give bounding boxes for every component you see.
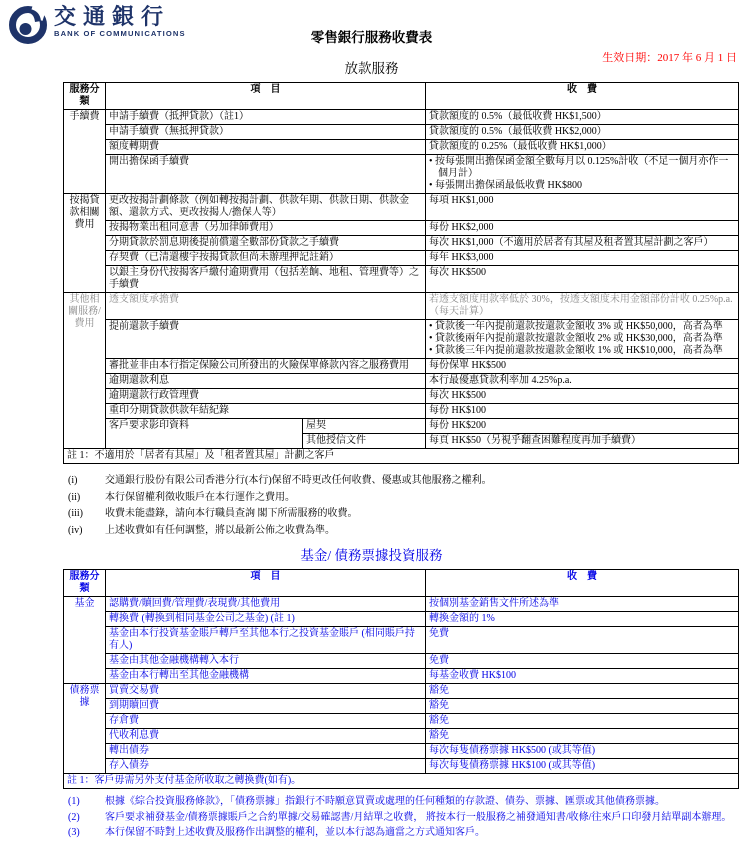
note-number: (2) (68, 811, 80, 823)
service-item-cell: 存倉費 (106, 714, 426, 729)
column-header-item: 項 目 (106, 570, 426, 597)
service-item-cell: 代收利息費 (106, 729, 426, 744)
service-fee-cell: 若透支額度用款率低於 30%，按透支額度未用金額部份計收 0.25%p.a.（每天計算） (426, 293, 739, 320)
note-number: (ii) (68, 491, 81, 503)
table-row (64, 125, 739, 140)
service-item-cell: 審批並非由本行指定保險公司所發出的火險保單條款內容之服務費用 (106, 359, 426, 374)
service-fee-cell: 每次每隻債務票據 HK$100 (或其等值) (426, 759, 739, 774)
effective-date: 生效日期：2017 年 6 月 1 日 (602, 52, 737, 64)
service-item-cell: 分期貸款於罰息期後提前償還全數部份貸款之手續費 (106, 236, 426, 251)
bank-name-cn: 交通銀行 (54, 4, 171, 29)
table-header-row (64, 83, 739, 110)
table-row (64, 759, 739, 774)
note-text: 根據《綜合投資服務條款》，「債務票據」指銀行不時願意買賣或處理的任何種類的存款證、債券、票據、匯票或其他債務票據。 (105, 796, 665, 807)
service-item-cell: 逾期還款行政管理費 (106, 389, 426, 404)
loan-services-table (63, 82, 739, 464)
table-row (64, 251, 739, 266)
note-line (68, 825, 743, 841)
service-fee-cell: 貸款額度的 0.25%（最低收費 HK$1,000） (426, 140, 739, 155)
service-category-cell: 基金 (64, 597, 106, 684)
note-line (68, 523, 743, 540)
table-row (64, 389, 739, 404)
service-category-cell: 按揭貸款相關費用 (64, 194, 106, 293)
service-fee-cell: 豁免 (426, 729, 739, 744)
service-fee-cell: 免費 (426, 627, 739, 654)
table-row (64, 194, 739, 221)
service-item-cell: 申請手續費（無抵押貸款） (106, 125, 426, 140)
table-header-row (64, 570, 739, 597)
table-row (64, 729, 739, 744)
table-row (64, 110, 739, 125)
service-item-cell: 基金由其他金融機構轉入本行 (106, 654, 426, 669)
note-text: 上述收費如有任何調整，將以最新公佈之收費為準。 (105, 524, 335, 536)
note-text: 交通銀行股份有限公司香港分行(本行)保留不時更改任何收費、優惠或其他服務之權利。 (105, 475, 492, 486)
note-text: 收費未能盡錄，請向本行職員查詢 閣下所需服務的收費。 (105, 508, 358, 519)
service-item-cell: 透支額度承擔費 (106, 293, 426, 320)
table-footnote: 註 1：客戶毋需另外支付基金所收取之轉換費(如有)。 (64, 774, 739, 789)
service-subitem-cell: 其他授信文件 (303, 434, 426, 449)
investment-notes-list (68, 794, 743, 841)
fee-bullet: • 貸款後兩年內提前還款按還款金額收 2% 或 HK$30,000，高者為準 (429, 333, 723, 344)
column-header-fee: 收 費 (426, 570, 739, 597)
service-fee-cell: 豁免 (426, 714, 739, 729)
table-row (64, 669, 739, 684)
service-fee-cell: 每份 HK$2,000 (426, 221, 739, 236)
table-row (64, 684, 739, 699)
service-fee-cell: 每項 HK$1,000 (426, 194, 739, 221)
table-row (64, 699, 739, 714)
page-title: 零售銀行服務收費表 (310, 30, 433, 45)
column-header-item: 項 目 (106, 83, 426, 110)
service-item-cell: 認購費/贖回費/管理費/表現費/其他費用 (106, 597, 426, 612)
table-row (64, 374, 739, 389)
service-category-cell: 其他相關服務/費用 (64, 293, 106, 449)
service-item-cell: 存契費（已清還樓宇按揭貸款但尚未辦理押記註銷） (106, 251, 426, 266)
table-row (64, 293, 739, 320)
table-row (64, 140, 739, 155)
service-item-cell: 轉出債券 (106, 744, 426, 759)
service-item-cell: 基金由本行投資基金賬戶轉戶至其他本行之投資基金賬戶 (相同賬戶持有人) (106, 627, 426, 654)
service-fee-cell: 本行最優惠貸款利率加 4.25%p.a. (426, 374, 739, 389)
service-item-cell: 以銀主身份代按揭客戶繳付逾期費用（包括差餉、地租、管理費等）之手續費 (106, 266, 426, 293)
column-header-fee: 收 費 (426, 83, 739, 110)
note-text: 本行保留權利徵收賬戶在本行運作之費用。 (105, 491, 295, 503)
fee-bullet: • 每張開出擔保函最低收費 HK$800 (429, 180, 582, 191)
investment-section-title: 基金/ 債務票據投資服務 (300, 548, 443, 563)
service-item-cell: 存入債券 (106, 759, 426, 774)
loan-section-title: 放款服務 (344, 61, 399, 76)
table-row (64, 359, 739, 374)
service-item-cell: 買賣交易費 (106, 684, 426, 699)
table-footnote-row (64, 449, 739, 464)
service-item-cell: 基金由本行轉出至其他金融機構 (106, 669, 426, 684)
service-fee-cell (426, 155, 739, 194)
fee-bullet: • 貸款後三年內提前還款按還款金額收 1% 或 HK$10,000，高者為準 (429, 345, 723, 356)
service-subitem-cell: 屋契 (303, 419, 426, 434)
service-item-cell: 申請手續費（抵押貸款）（註1） (106, 110, 426, 125)
table-row (64, 236, 739, 251)
service-item-cell: 逾期還款利息 (106, 374, 426, 389)
fee-bullet: • 貸款後一年內提前還款按還款金額收 3% 或 HK$50,000，高者為準 (429, 321, 723, 332)
service-category-cell: 手續費 (64, 110, 106, 194)
note-line (68, 506, 743, 523)
service-fee-cell: 豁免 (426, 699, 739, 714)
table-row (64, 612, 739, 627)
service-item-cell: 重印分期貸款供款年結紀錄 (106, 404, 426, 419)
note-number: (iii) (68, 508, 83, 519)
note-number: (iv) (68, 524, 83, 536)
table-row (64, 155, 739, 194)
table-row (64, 419, 739, 434)
service-fee-cell: 按個別基金銷售文件所述為準 (426, 597, 739, 612)
table-row (64, 404, 739, 419)
table-row (64, 266, 739, 293)
service-fee-cell: 每份 HK$200 (426, 419, 739, 434)
loan-notes-list (68, 473, 743, 539)
service-category-cell: 債務票據 (64, 684, 106, 774)
fee-bullet: • 按每張開出擔保函金額全數每月以 0.125%計收（不足一個月亦作一個月計） (429, 156, 729, 179)
note-text: 客戶要求補發基金/債務票據賬戶之合約單據/交易確認書/月結單之收費， 將按本行一般服務之補發通知書/收條/往來戶口印發月結單副本辦理。 (105, 811, 732, 823)
service-item-cell: 額度轉期費 (106, 140, 426, 155)
note-line (68, 794, 743, 810)
service-item-cell: 按揭物業出租同意書（另加律師費用） (106, 221, 426, 236)
table-row (64, 221, 739, 236)
note-number: (3) (68, 827, 80, 838)
note-line (68, 810, 743, 826)
service-fee-cell (426, 320, 739, 359)
service-item-cell: 更改按揭計劃條款（例如轉按揭計劃、供款年期、供款日期、供款金額、還款方式、更改按揭人/擔保人等） (106, 194, 426, 221)
bank-logo (8, 5, 186, 45)
note-line (68, 490, 743, 507)
service-fee-cell: 每份 HK$100 (426, 404, 739, 419)
service-fee-cell: 每基金收費 HK$100 (426, 669, 739, 684)
investment-services-table (63, 569, 739, 789)
table-row (64, 627, 739, 654)
service-fee-cell: 每次 HK$500 (426, 266, 739, 293)
table-row (64, 744, 739, 759)
service-fee-cell: 豁免 (426, 684, 739, 699)
service-fee-cell: 貸款額度的 0.5%（最低收費 HK$1,500） (426, 110, 739, 125)
service-fee-cell: 貸款額度的 0.5%（最低收費 HK$2,000） (426, 125, 739, 140)
service-fee-cell: 每份保單 HK$500 (426, 359, 739, 374)
service-item-cell: 開出擔保函手續費 (106, 155, 426, 194)
note-line (68, 473, 743, 490)
service-fee-cell: 每年 HK$3,000 (426, 251, 739, 266)
service-item-cell: 客戶要求影印資料 (106, 419, 303, 449)
bank-logo-icon (8, 5, 50, 45)
table-footnote-row (64, 774, 739, 789)
column-header-category: 服務分類 (64, 570, 106, 597)
note-number: (i) (68, 475, 78, 486)
service-fee-cell: 每次每隻債務票據 HK$500 (或其等值) (426, 744, 739, 759)
table-row (64, 320, 739, 359)
service-fee-cell: 每次 HK$1,000（不適用於居者有其屋及租者置其屋計劃之客戶） (426, 236, 739, 251)
table-footnote: 註 1：不適用於「居者有其屋」及「租者置其屋」計劃之客戶 (64, 449, 739, 464)
service-item-cell: 提前還款手續費 (106, 320, 426, 359)
table-row (64, 654, 739, 669)
bank-name-en: BANK OF COMMUNICATIONS (54, 29, 186, 38)
service-fee-cell: 轉換金額的 1% (426, 612, 739, 627)
service-item-cell: 到期贖回費 (106, 699, 426, 714)
service-fee-cell: 免費 (426, 654, 739, 669)
service-item-cell: 轉換費 (轉換到相同基金公司之基金) (註 1) (106, 612, 426, 627)
note-number: (1) (68, 796, 80, 807)
service-fee-cell: 每頁 HK$50（另視乎翻查困難程度再加手續費） (426, 434, 739, 449)
column-header-category: 服務分類 (64, 83, 106, 110)
note-text: 本行保留不時對上述收費及服務作出調整的權利，並以本行認為適當之方式通知客戶。 (105, 827, 485, 838)
table-row (64, 714, 739, 729)
service-fee-cell: 每次 HK$500 (426, 389, 739, 404)
table-row (64, 597, 739, 612)
